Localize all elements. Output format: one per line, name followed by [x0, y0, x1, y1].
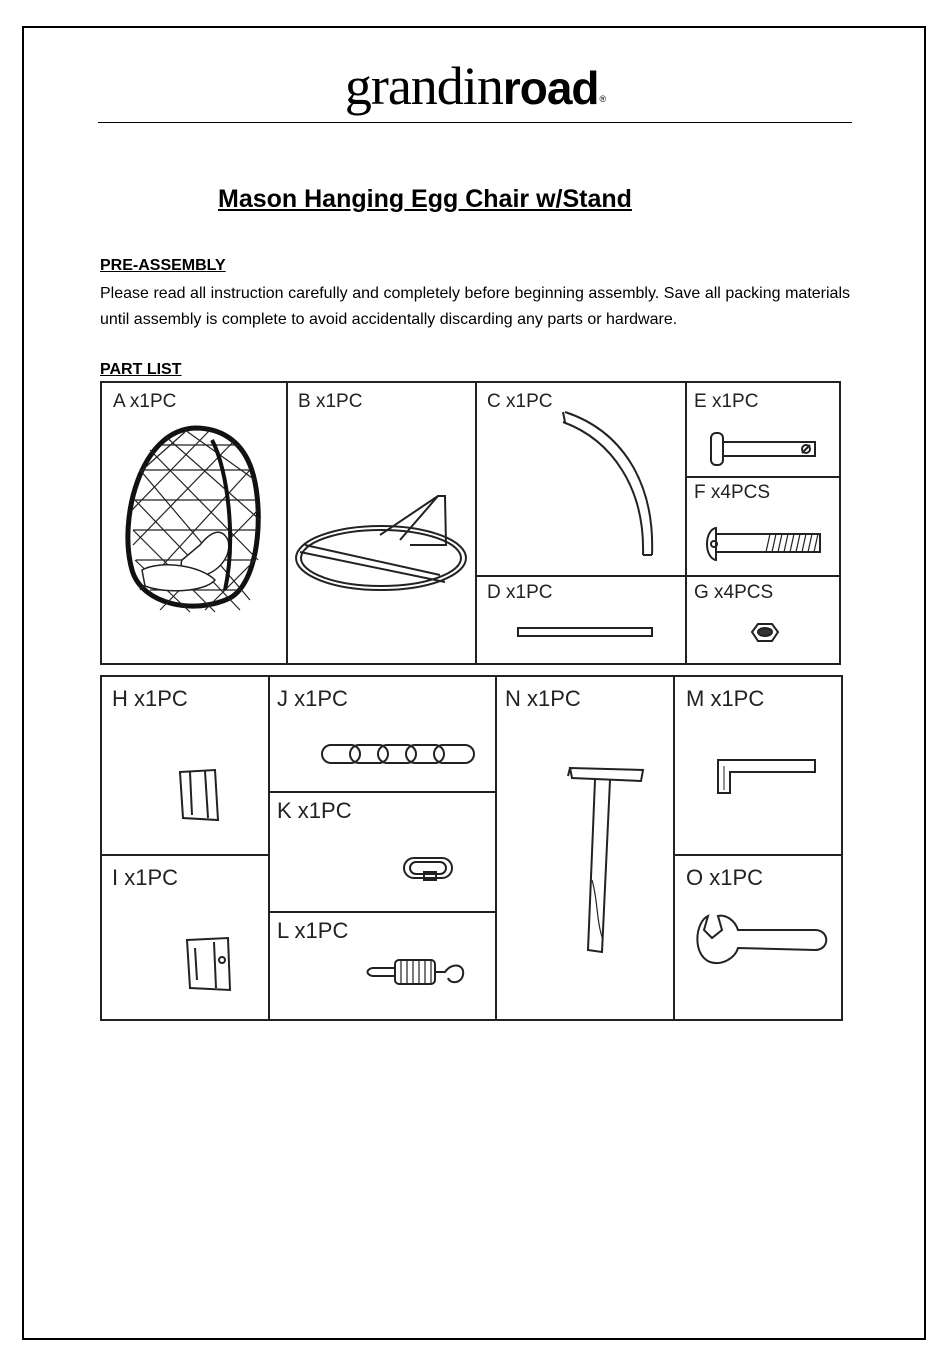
part-m-label: M x1PC	[686, 686, 765, 711]
bracket-h-drawing	[180, 770, 218, 820]
spring-drawing	[368, 960, 464, 984]
part-h-cell	[112, 686, 218, 820]
part-m-cell	[686, 686, 815, 793]
part-c-cell	[487, 391, 652, 555]
part-k-label: K x1PC	[277, 798, 352, 823]
hex-key-drawing	[718, 760, 815, 793]
part-g-label: G x4PCS	[694, 582, 774, 603]
quick-link-drawing	[404, 858, 452, 880]
part-o-label: O x1PC	[686, 865, 764, 890]
part-e-cell	[694, 391, 815, 465]
logo-light-text: grandin	[344, 56, 503, 116]
part-list-heading: PART LIST	[100, 361, 182, 378]
part-d-cell	[487, 582, 652, 636]
part-d-label: D x1PC	[487, 582, 553, 603]
part-h-label: H x1PC	[112, 686, 188, 711]
part-g-cell	[694, 582, 778, 641]
part-a-cell	[113, 391, 260, 612]
t-bar-drawing	[568, 768, 643, 952]
egg-chair-drawing	[128, 428, 260, 612]
part-a-label: A x1PC	[113, 391, 177, 412]
wrench-drawing	[697, 916, 826, 963]
pin-drawing	[711, 433, 815, 465]
page-title: Mason Hanging Egg Chair w/Stand	[218, 185, 632, 213]
pre-assembly-heading: PRE-ASSEMBLY	[100, 257, 226, 274]
part-n-label: N x1PC	[505, 686, 581, 711]
nut-drawing	[752, 624, 778, 641]
pre-assembly-text: Please read all instruction carefully and completely before beginning assembly. Save all packing materials until assembly is complete to avoid accidentally discarding any parts or hardware.	[100, 285, 850, 328]
bolt-drawing	[707, 528, 820, 560]
part-i-cell	[112, 865, 230, 990]
part-l-label: L x1PC	[277, 918, 349, 943]
bracket-i-drawing	[187, 938, 230, 990]
chain-drawing	[322, 745, 474, 763]
lower-parts-grid	[101, 676, 842, 1020]
logo-bold-text: road	[502, 62, 599, 114]
arc-pole-drawing	[563, 412, 652, 555]
part-j-label: J x1PC	[277, 686, 348, 711]
part-k-cell	[277, 798, 452, 880]
upper-parts-grid	[101, 382, 840, 664]
part-f-label: F x4PCS	[694, 482, 771, 503]
part-i-label: I x1PC	[112, 865, 179, 890]
part-j-cell	[277, 686, 474, 763]
part-e-label: E x1PC	[694, 391, 759, 412]
part-b-cell	[296, 391, 466, 590]
straight-bar-drawing	[518, 628, 652, 636]
part-c-label: C x1PC	[487, 391, 553, 412]
base-stand-drawing	[296, 496, 466, 590]
logo-registered-mark: ®	[599, 94, 606, 104]
part-b-label: B x1PC	[298, 391, 363, 412]
part-l-cell	[277, 918, 463, 984]
part-n-cell	[505, 686, 643, 952]
part-o-cell	[686, 865, 826, 963]
part-f-cell	[694, 482, 820, 560]
